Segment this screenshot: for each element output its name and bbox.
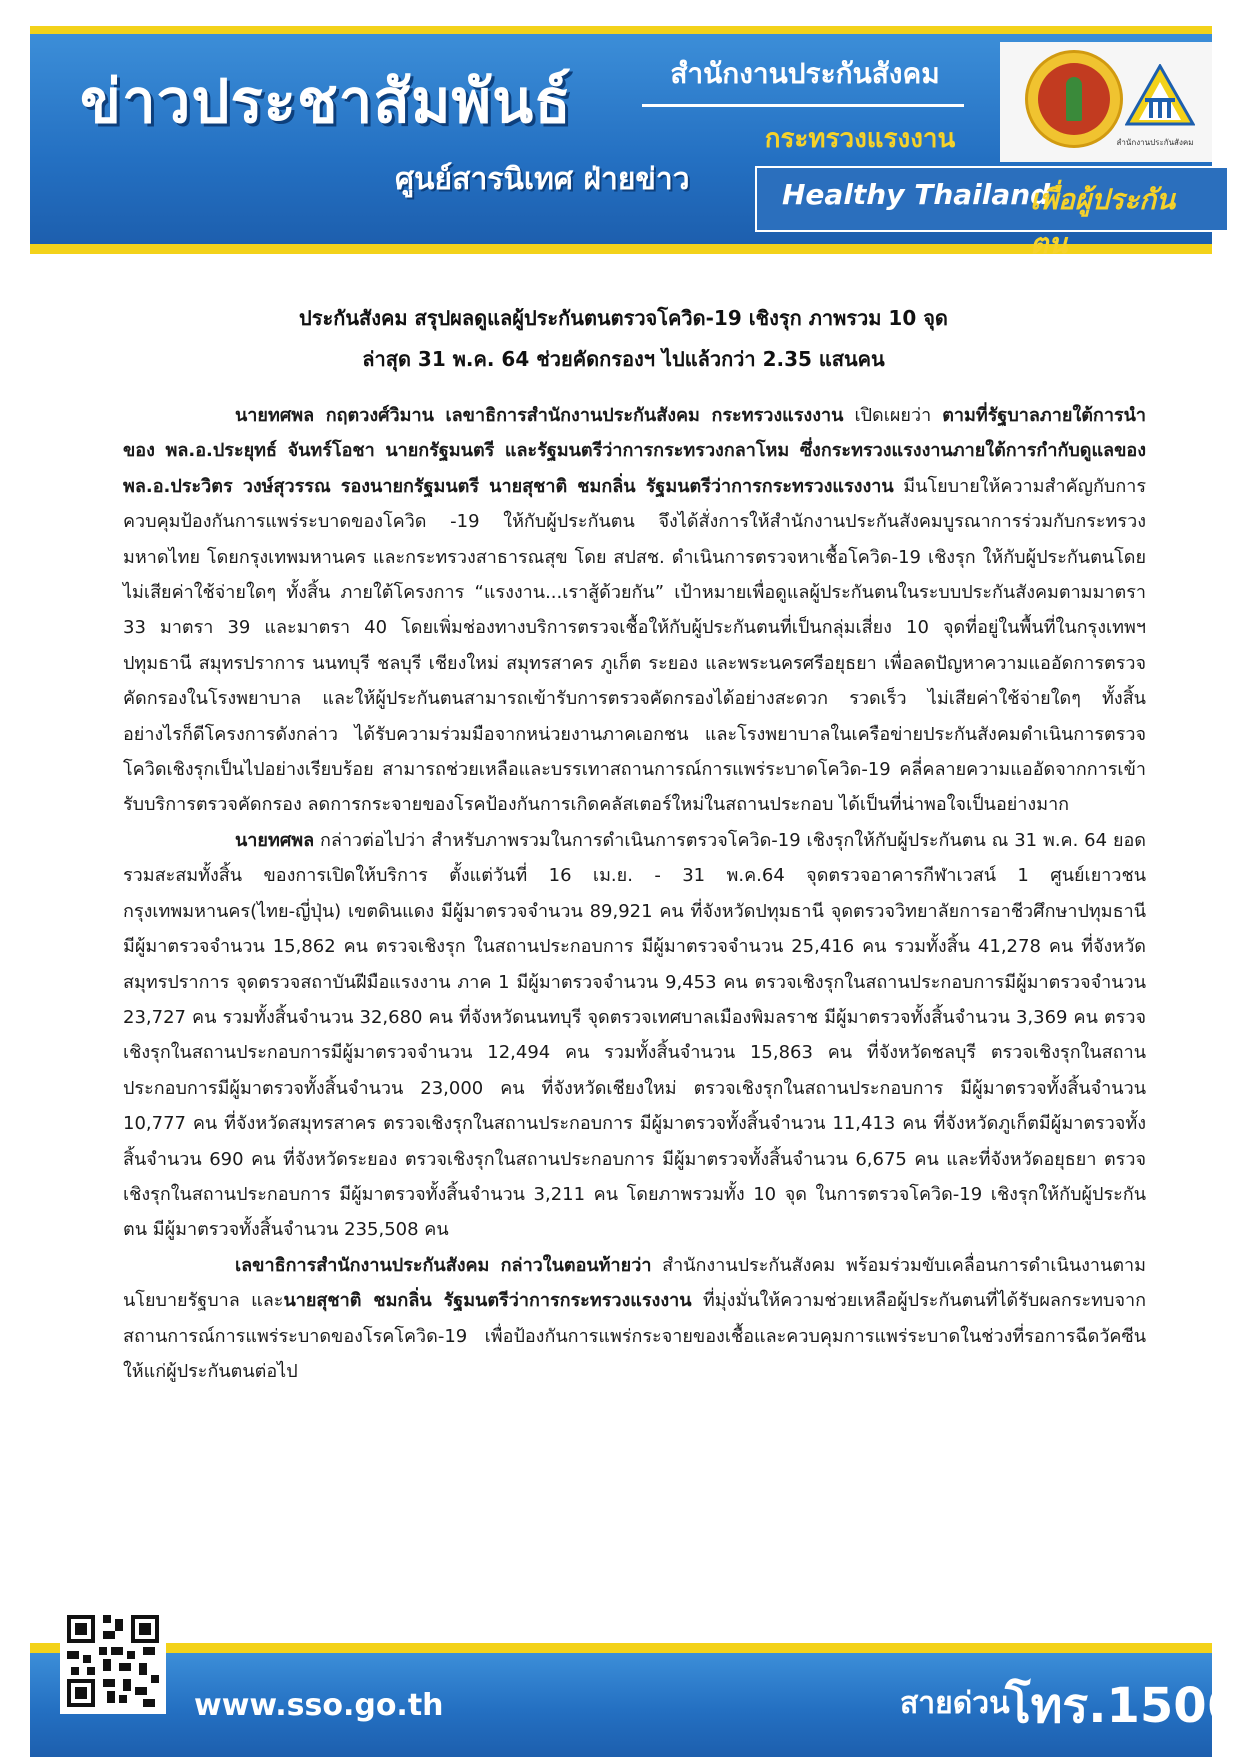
- website-link[interactable]: www.sso.go.th: [194, 1688, 444, 1723]
- slogan-thai: เพื่อผู้ประกันตน: [1030, 183, 1176, 260]
- header-title: ข่าวประชาสัมพันธ์: [80, 67, 572, 137]
- p1-text-1: เปิดเผยว่า: [843, 405, 943, 426]
- p3-text-2: ที่มุ่งมั่นให้ความช่วยเหลือผู้ประกันตนที่ได้รับผลกระทบจากสถานการณ์การแพร่ระบาดของโรคโควิด-19 เพื่อป้องกันการแพร่กระจายของเชื้อและควบคุมการแพร่ระบาดในช่วงที่รอการฉีดวัคซีนให้แก่ผู้ประกันตนต่อไป: [123, 1290, 1146, 1382]
- header-subtitle: ศูนย์สารนิเทศ ฝ่ายข่าว: [395, 162, 690, 197]
- paragraph-1: [123, 398, 1146, 823]
- header-ministry: กระทรวงแรงงาน: [764, 124, 956, 154]
- sso-logo-caption: สำนักงานประกันสังคม: [1116, 138, 1194, 147]
- document-title: [120, 298, 1127, 380]
- p1-bold-1: นายทศพล กฤตวงศ์วิมาน เลขาธิการสำนักงานประกันสังคม กระทรวงแรงงาน: [235, 405, 844, 426]
- press-release-header: [30, 26, 1212, 266]
- p1-text-2: มีนโยบายให้ความสำคัญกับการควบคุมป้องกันการแพร่ระบาดของโควิด -19 ให้กับผู้ประกันตน จึงได้สั่งการให้สำนักงานประกันสังคมบูรณาการร่วมกับกระทรวงมหาดไทย โดยกรุงเทพมหานคร และกระทรวงสาธารณสุข โดย สปสช. ดำเนินการตรวจหาเชื้อโควิด-19 เชิงรุก ให้กับผู้ประกันตนโดยไม่เสียค่าใช้จ่ายใดๆ ทั้งสิ้น ภายใต้โครงการ “แรงงาน...เราสู้ด้วยกัน” เป้าหมายเพื่อดูแลผู้ประกันตนในระบบประกันสังคมตามมาตรา 33 มาตรา 39 และมาตรา 40 โดยเพิ่มช่องทางบริการตรวจเชื้อให้กับผู้ประกันตนที่เป็นกลุ่มเสี่ยง 10 จุดที่อยู่ในพื้นที่ในกรุงเทพฯ ปทุมธานี สมุทรปราการ นนทบุรี ชลบุรี เชียงใหม่ สมุทรสาคร ภูเก็ต ระยอง และพระนครศรีอยุธยา เพื่อลดปัญหาความแออัดการตรวจคัดกรองในโรงพยาบาล และให้ผู้ประกันตนสามารถเข้ารับการตรวจคัดกรองได้อย่างสะดวก รวดเร็ว ไม่เสียค่าใช้จ่ายใดๆ ทั้งสิ้น อย่างไรก็ดีโครงการดังกล่าว ได้รับความร่วมมือจากหน่วยงานภาคเอกชน และโรงพยาบาลในเครือข่ายประกันสังคมดำเนินการตรวจโควิดเชิงรุกเป็นไปอย่างเรียบร้อย สามารถช่วยเหลือและบรรเทาสถานการณ์การแพร่ระบาดโควิด-19 คลี่คลายความแออัดจากการเข้ารับบริการตรวจคัดกรอง ลดการกระจายของโรคป้องกันการเกิดคลัสเตอร์ใหม่ในสถานประกอบ ได้เป็นที่น่าพอใจเป็นอย่างมาก: [123, 475, 1146, 816]
- slogan-english: Healthy Thailand: [782, 178, 1051, 211]
- p2-bold-1: นายทศพล: [235, 829, 315, 851]
- qr-code-icon[interactable]: [60, 1608, 166, 1714]
- ministry-seal-icon: [1025, 50, 1123, 148]
- sso-logo-icon: [1125, 64, 1195, 128]
- title-line-2: ล่าสุด 31 พ.ค. 64 ช่วยคัดกรองฯ ไปแล้วกว่า 2.35 แสนคน: [362, 347, 885, 371]
- paragraph-2: [123, 823, 1146, 1248]
- document-body: [123, 398, 1146, 1389]
- p1-bold-2: ตามที่รัฐบาลภายใต้การนำของ พล.อ.ประยุทธ์ จันทร์โอชา นายกรัฐมนตรี และรัฐมนตรีว่าการกระทรวงกลาโหม ซึ่งกระทรวงแรงงานภายใต้การกำกับดูแลของ พล.อ.ประวิตร วงษ์สุวรรณ รองนายกรัฐมนตรี นายสุชาติ ชมกลิ่น รัฐมนตรีว่าการกระทรวงแรงงาน: [123, 405, 1147, 497]
- hotline-number[interactable]: โทร.1506: [1005, 1678, 1241, 1734]
- p3-text-1: สำนักงานประกันสังคม พร้อมร่วมขับเคลื่อนการดำเนินงานตามนโยบายรัฐบาล และ: [123, 1254, 1146, 1312]
- header-org-name: สำนักงานประกันสังคม: [670, 57, 940, 90]
- p2-text-1: กล่าวต่อไปว่า สำหรับภาพรวมในการดำเนินการตรวจโควิด-19 เชิงรุกให้กับผู้ประกันตน ณ 31 พ.ค. 64 ยอดรวมสะสมทั้งสิ้น ของการเปิดให้บริการ ตั้งแต่วันที่ 16 เม.ย. - 31 พ.ค.64 จุดตรวจอาคารกีฬาเวสน์ 1 ศูนย์เยาวชน กรุงเทพมหานคร(ไทย-ญี่ปุ่น) เขตดินแดง มีผู้มาตรวจจำนวน 89,921 คน ที่จังหวัดปทุมธานี จุดตรวจวิทยาลัยการอาชีวศึกษาปทุมธานี มีผู้มาตรวจจำนวน 15,862 คน ตรวจเชิงรุก ในสถานประกอบการ มีผู้มาตรวจจำนวน 25,416 คน รวมทั้งสิ้น 41,278 คน ที่จังหวัดสมุทรปราการ จุดตรวจสถาบันฝีมือแรงงาน ภาค 1 มีผู้มาตรวจจำนวน 9,453 คน ตรวจเชิงรุกในสถานประกอบการมีผู้มาตรวจจำนวน 23,727 คน รวมทั้งสิ้นจำนวน 32,680 คน ที่จังหวัดนนทบุรี จุดตรวจเทศบาลเมืองพิมลราช มีผู้มาตรวจทั้งสิ้นจำนวน 3,369 คน ตรวจเชิงรุกในสถานประกอบการมีผู้มาตรวจจำนวน 12,494 คน รวมทั้งสิ้นจำนวน 15,863 คน ที่จังหวัดชลบุรี ตรวจเชิงรุกในสถานประกอบการมีผู้มาตรวจทั้งสิ้นจำนวน 23,000 คน ที่จังหวัดเชียงใหม่ ตรวจเชิงรุกในสถานประกอบการ มีผู้มาตรวจทั้งสิ้นจำนวน 10,777 คน ที่จังหวัดสมุทรสาคร ตรวจเชิงรุกในสถานประกอบการ มีผู้มาตรวจทั้งสิ้นจำนวน 11,413 คน ที่จังหวัดภูเก็ตมีผู้มาตรวจทั้งสิ้นจำนวน 690 คน ที่จังหวัดระยอง ตรวจเชิงรุกในสถานประกอบการ มีผู้มาตรวจทั้งสิ้นจำนวน 6,675 คน และที่จังหวัดอยุธยา ตรวจเชิงรุกในสถานประกอบการ มีผู้มาตรวจทั้งสิ้นจำนวน 3,211 คน โดยภาพรวมทั้ง 10 จุด ในการตรวจโควิด-19 เชิงรุกให้กับผู้ประกันตน มีผู้มาตรวจทั้งสิ้นจำนวน 235,508 คน: [123, 829, 1146, 1241]
- paragraph-3: [123, 1248, 1146, 1390]
- p3-bold-1: เลขาธิการสำนักงานประกันสังคม กล่าวในตอนท้ายว่า: [235, 1254, 652, 1276]
- hotline-label: สายด่วน: [900, 1686, 1010, 1721]
- title-line-1: ประกันสังคม สรุปผลดูแลผู้ประกันตนตรวจโควิด-19 เชิงรุก ภาพรวม 10 จุด: [299, 306, 948, 330]
- header-divider: [642, 104, 964, 107]
- p3-bold-2: นายสุชาติ ชมกลิ่น รัฐมนตรีว่าการกระทรวงแรงงาน: [283, 1290, 692, 1312]
